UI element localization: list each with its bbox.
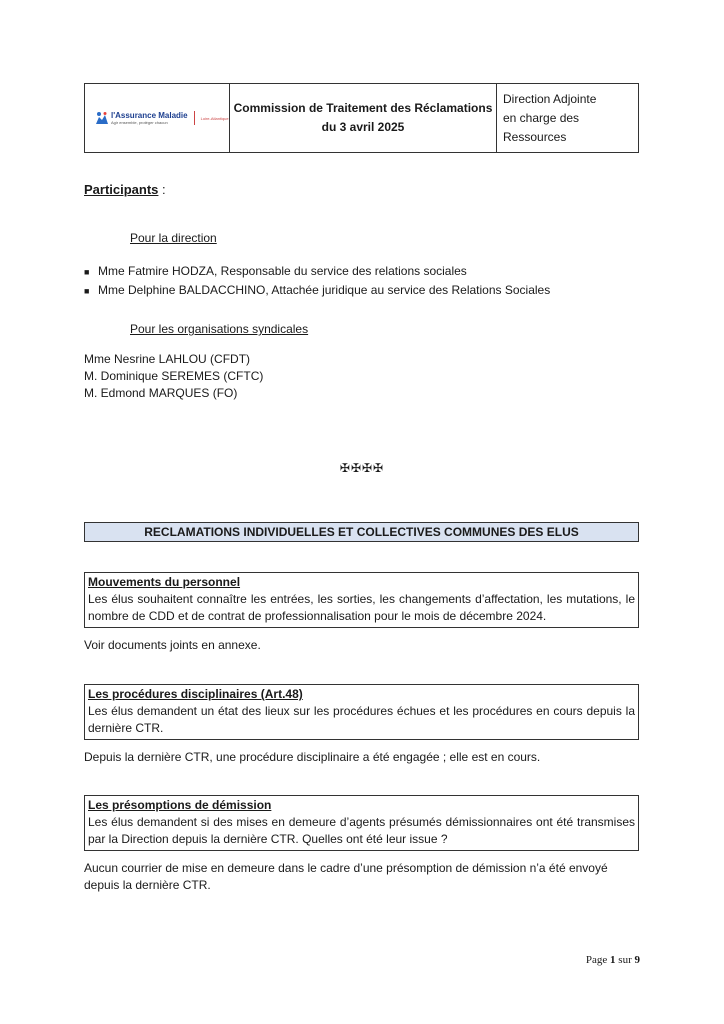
total-pages: 9 [634, 954, 640, 966]
list-item [84, 281, 550, 300]
syndicate-members-list [84, 351, 263, 402]
direction-subheading: Pour la direction [130, 231, 217, 245]
syndicate-member: M. Dominique SEREMES (CFTC) [84, 369, 264, 383]
claim-answer: Depuis la dernière CTR, une procédure disciplinaire a été engagée ; elle est en cours. [84, 750, 541, 764]
claim-title: Mouvements du personnel [88, 575, 241, 589]
claim-answer: Aucun courrier de mise en demeure dans le cadre d’une présomption de démission n’a été envoyé depuis la dernière CTR. [84, 861, 608, 892]
document-header [84, 83, 639, 153]
section-title: RECLAMATIONS INDIVIDUELLES ET COLLECTIVES COMMUNES DES ELUS [144, 525, 579, 539]
list-item [84, 262, 550, 281]
assurance-maladie-logo [95, 111, 229, 125]
participants-suffix: : [158, 182, 166, 197]
page-label: Page [585, 954, 608, 966]
logo-side-text: Loire-Atlantique [200, 115, 229, 121]
meeting-date: du 3 avril 2025 [321, 120, 405, 134]
direction-member: Mme Delphine BALDACCHINO, Attachée juridique au service des Relations Sociales [98, 283, 551, 297]
direction-members-list [84, 262, 550, 300]
claim-title: Les procédures disciplinaires (Art.48) [88, 687, 303, 701]
page-footer [586, 954, 640, 966]
direction-member: Mme Fatmire HODZA, Responsable du service des relations sociales [98, 264, 467, 278]
claim-request: Les élus demandent si des mises en demeure d’agents présumés démissionnaires ont été transmises par la Direction depuis la dernière CTR. Quelles ont été leur issue ? [88, 815, 635, 846]
logo-tagline: Agir ensemble, protéger chacun [111, 119, 168, 125]
claim-box [84, 684, 639, 740]
logo-cell [85, 84, 230, 152]
claim-title: Les présomptions de démission [88, 798, 272, 812]
page-number: 1 [610, 954, 616, 966]
section-separator: ✠✠✠✠ [339, 461, 385, 475]
participants-heading [84, 182, 166, 197]
direction-cell [497, 84, 638, 152]
claim-request: Les élus demandent un état des lieux sur les procédures échues et les procédures en cours depuis la dernière CTR. [88, 704, 635, 735]
square-bullet-icon: ■ [84, 286, 90, 296]
claim-box [84, 795, 639, 851]
direction-line-1: Direction Adjointe [503, 91, 597, 106]
participants-label: Participants [84, 182, 159, 197]
of-label: sur [618, 954, 632, 966]
syndicates-subheading: Pour les organisations syndicales [130, 322, 309, 336]
syndicate-member: Mme Nesrine LAHLOU (CFDT) [84, 352, 251, 366]
claim-box [84, 572, 639, 628]
logo-brand: l'Assurance Maladie [111, 110, 188, 120]
logo-divider [194, 111, 195, 125]
meeting-title-cell [230, 84, 497, 152]
meeting-title: Commission de Traitement des Réclamations [233, 101, 493, 115]
syndicate-member: M. Edmond MARQUES (FO) [84, 386, 238, 400]
claim-request: Les élus souhaitent connaître les entrées, les sorties, les changements d’affectation, les mutations, le nombre de CDD et de contrat de professionnalisation pour le mois de décembre 2024. [88, 592, 635, 623]
claim-answer: Voir documents joints en annexe. [84, 638, 261, 652]
section-title-banner [84, 522, 639, 542]
direction-line-2: en charge des Ressources [503, 110, 580, 144]
assurance-maladie-logo-icon [95, 111, 109, 125]
square-bullet-icon: ■ [84, 267, 90, 277]
